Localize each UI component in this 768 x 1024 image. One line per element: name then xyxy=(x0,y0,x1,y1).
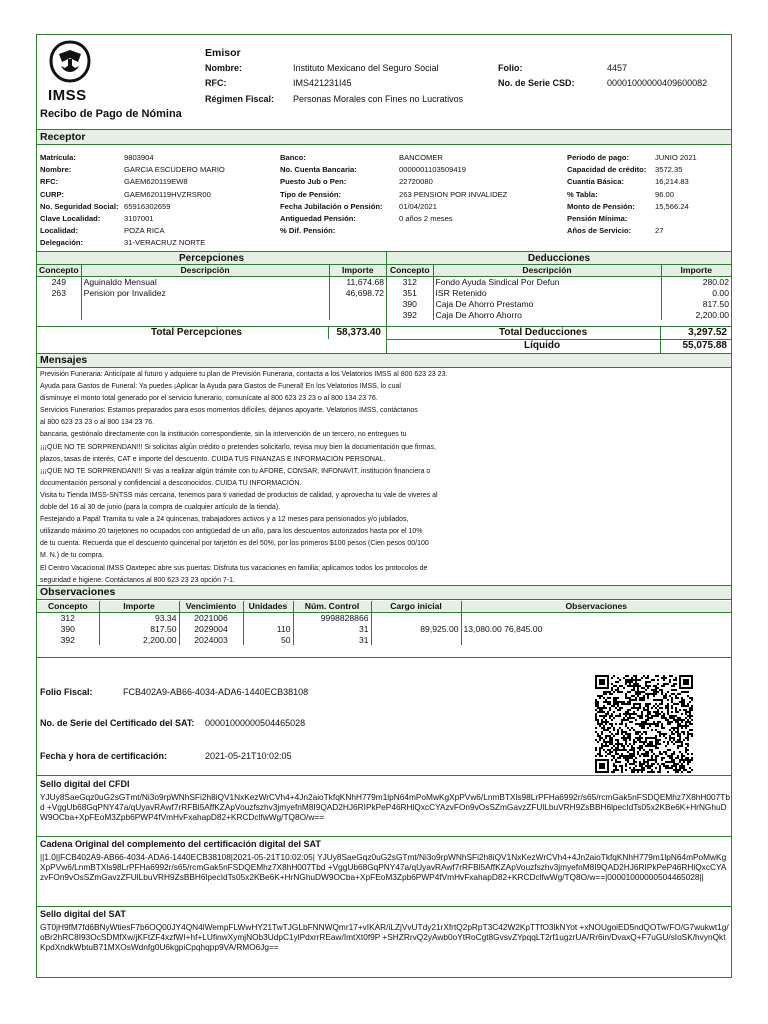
receptor-field xyxy=(40,226,280,238)
field-value: JUNIO 2021 xyxy=(655,153,697,162)
message-line: plazos, tasas de interés, CAT e importe del descuento. CUIDA TUS FINANZAS E INFORMACIÓN PERSONAL. xyxy=(40,455,386,463)
cell-importe xyxy=(329,309,386,320)
cell-concepto: 392 xyxy=(37,634,99,645)
receptor-field xyxy=(567,202,731,214)
serie-csd-label: No. de Serie CSD: xyxy=(498,78,575,88)
folio-fiscal-value: FCB402A9-AB66-4034-ADA6-1440ECB38108 xyxy=(123,687,309,697)
field-value: 01/04/2021 xyxy=(399,201,438,211)
receptor-field xyxy=(280,226,560,238)
cell-importe xyxy=(329,298,386,309)
receptor-field xyxy=(280,153,560,165)
fecha-cert-value: 2021-05-21T10:02:05 xyxy=(205,751,292,761)
totals-divider xyxy=(328,326,329,339)
field-label: Años de Servicio: xyxy=(567,226,632,236)
field-value: 16,214.83 xyxy=(655,177,689,187)
message-line: Festejando a Papá! Tramita tu vale a 24 quincenas, trabajadores activos y a 12 meses para pensionados y/o jubilados, xyxy=(40,516,409,524)
cell-control: 31 xyxy=(293,634,371,645)
total-percepciones-value: 58,373.40 xyxy=(336,327,381,338)
message-line: documentación personal y confidencial a desconocidos. CUIDA TU INFORMACIÓN. xyxy=(40,479,302,487)
message-line: Previsión Funeraria: Anticípate al futuro y adquiere tu plan de Previsión Funeraria, contacta a los Velatorios IMSS al 800 623 23 23. xyxy=(40,371,448,378)
sello-sat-title: Sello digital del SAT xyxy=(40,909,126,919)
document-title: Recibo de Pago de Nómina xyxy=(40,108,182,120)
cell-concepto xyxy=(37,309,81,320)
table-row xyxy=(37,287,386,298)
cell-importe: 46,698.72 xyxy=(345,287,384,298)
col-header: Importe xyxy=(329,265,386,276)
mensajes-body xyxy=(40,369,728,587)
observaciones-bottom-rule xyxy=(37,657,731,658)
field-value: 9803904 xyxy=(124,153,154,162)
cell-concepto: 249 xyxy=(37,276,81,287)
cell-control: 9998828866 xyxy=(293,612,371,623)
sellos-rule xyxy=(37,906,731,907)
table-row xyxy=(37,298,386,309)
cell-obs xyxy=(461,634,731,645)
totals-divider xyxy=(660,326,661,353)
receptor-col-3 xyxy=(567,153,731,238)
regimen-value: Personas Morales con Fines no Lucrativos xyxy=(293,94,464,104)
receptor-section-header: Receptor xyxy=(37,129,731,145)
cell-cargo xyxy=(371,634,461,645)
cell-vencimiento: 2021006 xyxy=(179,612,243,623)
field-value: GAEM620119HVZRSR00 xyxy=(124,189,211,199)
cell-importe: 2,200.00 xyxy=(695,309,729,320)
cell-unidades: 50 xyxy=(243,634,293,645)
receptor-field xyxy=(280,190,560,202)
message-line: Servicios Funerarios: Estamos preparados para esos momentos difíciles, déjanos apoyarte. Velatorios IMSS, contáctanos xyxy=(40,407,418,415)
folio-value: 4457 xyxy=(607,63,628,73)
receptor-field xyxy=(280,165,560,177)
table-row xyxy=(37,623,731,634)
field-label: Cuantia Básica: xyxy=(567,177,624,187)
message-line: doble del 16 al 30 de junio (para la compra de cualquier artículo de la tienda). xyxy=(40,504,281,512)
field-value: 96.00 xyxy=(655,189,675,199)
field-label: % Dif. Pensión: xyxy=(280,226,336,236)
deducciones-block xyxy=(387,251,731,320)
col-header: Descripción xyxy=(433,265,661,276)
rfc-value: IMS421231I45 xyxy=(293,78,352,88)
percepciones-table xyxy=(37,265,386,320)
field-value: 27 xyxy=(655,226,664,236)
field-value: 3572.35 xyxy=(655,165,683,175)
field-label: No. Seguridad Social: xyxy=(40,201,119,211)
receptor-field xyxy=(567,214,731,226)
total-deducciones-label: Total Deducciones xyxy=(499,327,588,338)
col-header: Observaciones xyxy=(461,601,731,612)
field-value: 22720080 xyxy=(399,177,433,187)
field-label: Puesto Jub o Pen: xyxy=(280,177,347,187)
message-line: de tu cuenta. Recuerda que el descuento quincenal por tarjetón es del 50%, por los primeros $100 pesos (Cien pesos 00/100 xyxy=(40,540,429,548)
table-row xyxy=(387,309,731,320)
receptor-field xyxy=(40,153,280,165)
cell-vencimiento: 2024003 xyxy=(179,634,243,645)
col-header: Concepto xyxy=(37,265,81,276)
field-label: RFC: xyxy=(40,177,59,187)
message-line: Visita tu Tienda IMSS-SNTSS más cercana, tenemos para ti variedad de productos de calidad, y aprovecha tu vale de viveres al xyxy=(40,491,438,499)
field-label: Capacidad de crédito: xyxy=(567,165,647,175)
cell-importe: 11,674.68 xyxy=(346,276,384,287)
table-row xyxy=(387,287,731,298)
receptor-field xyxy=(567,165,731,177)
cell-cargo xyxy=(371,612,461,623)
cell-concepto: 390 xyxy=(37,623,99,634)
cert-sat-label: No. de Serie del Certificado del SAT: xyxy=(40,718,195,728)
field-label: Monto de Pensión: xyxy=(567,201,635,211)
sello-cfdi-title: Sello digital del CFDI xyxy=(40,779,130,789)
totals-top-rule xyxy=(37,326,731,327)
field-value: 0000001103509419 xyxy=(399,165,467,175)
field-value: 263 PENSION POR INVALIDEZ xyxy=(399,189,508,199)
message-line: bancaria, gestiónalo directamente con la institución correspondiente, sin la intervención de un tercero, no entregues tu xyxy=(40,431,407,439)
field-value: 3107001 xyxy=(124,213,154,223)
receptor-details xyxy=(37,153,731,249)
receptor-col3-rows xyxy=(567,153,731,238)
cell-importe: 93.34 xyxy=(99,612,179,623)
cell-descripcion: Caja De Ahorro Prestamo xyxy=(433,298,661,309)
nombre-value: Instituto Mexicano del Seguro Social xyxy=(293,63,439,73)
total-percepciones-label: Total Percepciones xyxy=(151,327,242,338)
col-header: Concepto xyxy=(387,265,433,276)
percepciones-block xyxy=(37,251,386,320)
field-label: Pensión Mínima: xyxy=(567,213,628,223)
cell-vencimiento: 2029004 xyxy=(179,623,243,634)
observaciones-section-header: Observaciones xyxy=(37,585,731,600)
table-divider xyxy=(386,251,387,353)
table-row xyxy=(37,309,386,320)
receptor-col1-rows xyxy=(40,153,280,251)
field-value: 31-VERACRUZ NORTE xyxy=(124,238,206,248)
sellos-top-rule xyxy=(37,775,731,776)
receptor-field xyxy=(40,214,280,226)
serie-csd-value: 00001000000409600082 xyxy=(607,78,708,88)
regimen-label: Régimen Fiscal: xyxy=(205,94,275,104)
emisor-title: Emisor xyxy=(205,47,241,59)
cadena-original-title: Cadena Original del complemento del certificación digital del SAT xyxy=(40,839,321,849)
folio-fiscal-label: Folio Fiscal: xyxy=(40,687,93,697)
field-value: GARCIA ESCUDERO MARIO xyxy=(124,165,225,175)
cell-concepto xyxy=(37,298,81,309)
cell-control: 31 xyxy=(293,623,371,634)
cell-importe: 0.00 xyxy=(712,287,729,298)
receptor-field xyxy=(40,190,280,202)
table-row xyxy=(387,276,731,287)
cell-unidades xyxy=(243,612,293,623)
col-header: Cargo inicial xyxy=(371,601,461,612)
field-label: Clave Localidad: xyxy=(40,213,101,223)
receptor-field xyxy=(567,153,731,165)
receptor-field xyxy=(567,226,731,238)
col-header: Concepto xyxy=(37,601,99,612)
field-label: Fecha Jubilación o Pensión: xyxy=(280,201,383,211)
message-line: al 800 623 23 23 o al 800 134 23 76. xyxy=(40,419,155,427)
message-line: ¡¡¡QUE NO TE SORPRENDAN!!! Si solicitas algún crédito o pretendes solicitarlo, revisa muy bien la documentación que firmas, xyxy=(40,443,436,451)
field-label: Nombre: xyxy=(40,165,72,175)
field-value: BANCOMER xyxy=(399,153,443,162)
cell-descripcion xyxy=(81,309,329,320)
receptor-field xyxy=(40,202,280,214)
field-label: CURP: xyxy=(40,189,65,199)
field-value: POZA RICA xyxy=(124,226,165,236)
cell-unidades: 110 xyxy=(243,623,293,634)
cell-importe: 817.50 xyxy=(702,298,729,309)
field-value: GAEM620119EW8 xyxy=(124,177,188,187)
receptor-field xyxy=(280,177,560,189)
percepciones-title: Percepciones xyxy=(37,251,386,265)
cell-concepto: 390 xyxy=(387,298,433,309)
col-header: Vencimiento xyxy=(179,601,243,612)
receptor-field xyxy=(567,190,731,202)
receptor-field xyxy=(567,177,731,189)
cell-descripcion: Fondo Ayuda Sindical Por Defun xyxy=(433,276,661,287)
col-header: Unidades xyxy=(243,601,293,612)
col-header: Importe xyxy=(661,265,731,276)
sello-cfdi-value: YJUy8SaeGqz0uG2sGTmt/Ni3o9rpWNhSFi2h8iQV1NxKezWrCVh4+4Jn2aioTkfqKNhH779m1lpN64mPoMwKgXpPVw6/LnmBTXls98LrPFHa6992r/s65/rcmGak5nFSDQEMhz7X8hH007Tbd +VggUb68GqPNY47a/qUyavRAwf7rRFBl5AffKZApVouzfszhv3jmyefnM8I9QAD2HJ6RIPkPeP46RHlQxcCYAzvFOn9vOsSZmGavzZFUlLbuVRH9ZsBBH6lpecIdTs05x2KBe6K+HrNGhuDW9OCba+XpFEoM3Zpb6PWP4fVmHvFxahapD82+KRCDclfwWg/TQ8O/w== xyxy=(40,792,730,822)
receptor-col-2 xyxy=(280,153,560,238)
cell-concepto: 263 xyxy=(37,287,81,298)
logo-wordmark: IMSS xyxy=(48,87,87,104)
receptor-field xyxy=(280,202,560,214)
field-label: Antiguedad Pensión: xyxy=(280,213,356,223)
cell-descripcion: Caja De Ahorro Ahorro xyxy=(433,309,661,320)
receptor-field xyxy=(40,165,280,177)
cert-sat-value: 00001000000504465028 xyxy=(205,718,306,728)
cell-descripcion: Pension por Invalidez xyxy=(81,287,329,298)
qr-code xyxy=(595,675,693,773)
cadena-original-value: ||1.0||FCB402A9-AB66-4034-ADA6-1440ECB38108|2021-05-21T10:02:05| YJUy8SaeGqz0uG2sGTmt/Ni3o9rpWNhSFi2h8iQV1NxKezWrCVh4+4Jn2aioTkfqKNhH779m1lpN64mPoMwKgXpPVw6/LnmBTXls98LrPFHa6992r/s65/rcmGak5nFSDQEMhz7X8hH007Tbd +VggUb68GqPNY47a/qUyavRAwf7rRFBl5AffKZApVouzfszhv3jmyefnM8I9QAD2HJ6RIPkPeP46RHlQxcCYAzvFOn9vOsSZmGavzZFUlLbuVRH9ZsBBH6lpecIdTs05x2KBe6K+HrNGhuDW9OCba+XpFEoM3Zpb6PWP4fVmHvFxahapD82+KRCDclfwWg/TQ8O/w==|00001000000504465028|| xyxy=(40,852,727,882)
cell-concepto: 351 xyxy=(387,287,433,298)
liquido-label: Líquido xyxy=(524,340,561,351)
imss-eagle-emblem-icon xyxy=(47,40,93,84)
mensajes-section-header: Mensajes xyxy=(37,353,731,368)
message-line: disminuye el monto total generado por el servicio funerario, comunícate al 800 623 23 23 o al 800 134 23 76. xyxy=(40,395,378,403)
cell-obs: 13,080.00 76,845.00 xyxy=(463,623,543,634)
receptor-field xyxy=(40,177,280,189)
field-label: Tipo de Pensión: xyxy=(280,189,342,199)
cell-concepto: 392 xyxy=(387,309,433,320)
cell-importe: 2,200.00 xyxy=(99,634,179,645)
observaciones-table xyxy=(37,601,731,645)
cell-concepto: 312 xyxy=(387,276,433,287)
col-header: Descripción xyxy=(81,265,329,276)
table-row xyxy=(37,634,731,645)
field-value: 0 años 2 meses xyxy=(399,213,453,223)
message-line: M. N.) de tu compra. xyxy=(40,552,104,560)
table-row xyxy=(37,276,386,287)
cell-descripcion xyxy=(81,298,329,309)
cell-cargo: 89,925.00 xyxy=(371,623,461,634)
cell-descripcion: ISR Retenido xyxy=(433,287,661,298)
cell-descripcion: Aguinaldo Mensual xyxy=(81,276,329,287)
field-label: Banco: xyxy=(280,153,306,162)
cell-obs xyxy=(461,612,731,623)
deducciones-title: Deducciones xyxy=(387,251,731,265)
receptor-field xyxy=(40,238,280,250)
cell-importe: 817.50 xyxy=(99,623,179,634)
message-line: El Centro Vacacional IMSS Oaxtepec abre sus puertas: Disfruta tus vacaciones en familia; aplicamos todos los protocolos de xyxy=(40,564,428,572)
table-row xyxy=(387,298,731,309)
field-label: % Tabla: xyxy=(567,189,598,199)
receptor-col-1 xyxy=(40,153,280,251)
cell-concepto: 312 xyxy=(37,612,99,623)
imss-logo xyxy=(47,40,93,104)
message-line: Ayuda para Gastos de Funeral: Ya puedes ¡Aplicar la Ayuda para Gastos de Funeral! En los Velatorios IMSS, lo cual xyxy=(40,383,401,391)
table-row xyxy=(37,612,731,623)
sellos-rule xyxy=(37,836,731,837)
message-line: ¡¡¡QUE NO TE SORPRENDAN!!! Si vas a realizar algún trámite con tu AFORE, CONSAR, INFONAVIT, institución financiera o xyxy=(40,467,431,475)
nombre-label: Nombre: xyxy=(205,63,243,73)
fecha-cert-label: Fecha y hora de certificación: xyxy=(40,751,168,761)
sello-sat-value: GT0jH9fM7fd6BNyWtiesF7b6OQ00JY4QN4lWempFLWwHY21TwTJGLbFNNWQmr17+vIKAR/iLZjVvUTdy21rXfrtQ2pRpT3C42W2KpTTfO3lkNYot +xNOUgoiED5ndQOTw/FO/G7wukwt1g/oBr2hRC8I93OcSDMfXw/jKFtZF4xzfWI+hf+LUfinwXymjNOb3UdpC1ylPdxrrREaw/ImtXt0f9P +SHZRrvQ2yAwb0oYtRoCgt8GvsvZYpqqLT2rf1ugzrUA/Rr6in/DvaxQ+F7uGU/sIoSK/hvynQktKpdXndkWbtuB71MXOsWdnfg0U6kgpiCpqhqpp9VA/RMO6Jg== xyxy=(40,922,729,952)
rfc-label: RFC: xyxy=(205,78,227,88)
receptor-field xyxy=(280,214,560,226)
message-line: utilizando máximo 20 tarjetones no ocupados con antigüedad de un año, para los descuentos autorizados hasta por el 10% xyxy=(40,528,423,536)
cell-importe: 280.02 xyxy=(702,276,729,287)
liquido-value: 55,075.88 xyxy=(682,340,727,351)
payroll-receipt xyxy=(36,34,732,978)
message-line: seguridad e higiene. Contáctanos al 800 623 23 23 opción 7-1. xyxy=(40,576,235,584)
col-header: Núm. Control xyxy=(293,601,371,612)
field-label: No. Cuenta Bancaria: xyxy=(280,165,357,175)
total-deducciones-value: 3,297.52 xyxy=(688,327,727,338)
field-value: 65916302659 xyxy=(124,201,171,211)
field-label: Localidad: xyxy=(40,226,78,236)
deducciones-table xyxy=(387,265,731,320)
folio-label: Folio: xyxy=(498,63,523,73)
field-label: Periodo de pago: xyxy=(567,153,630,162)
field-label: Matrícula: xyxy=(40,153,76,162)
field-value: 15,566.24 xyxy=(655,201,689,211)
receptor-col2-rows xyxy=(280,153,560,238)
field-label: Delegación: xyxy=(40,238,84,248)
col-header: Importe xyxy=(99,601,179,612)
